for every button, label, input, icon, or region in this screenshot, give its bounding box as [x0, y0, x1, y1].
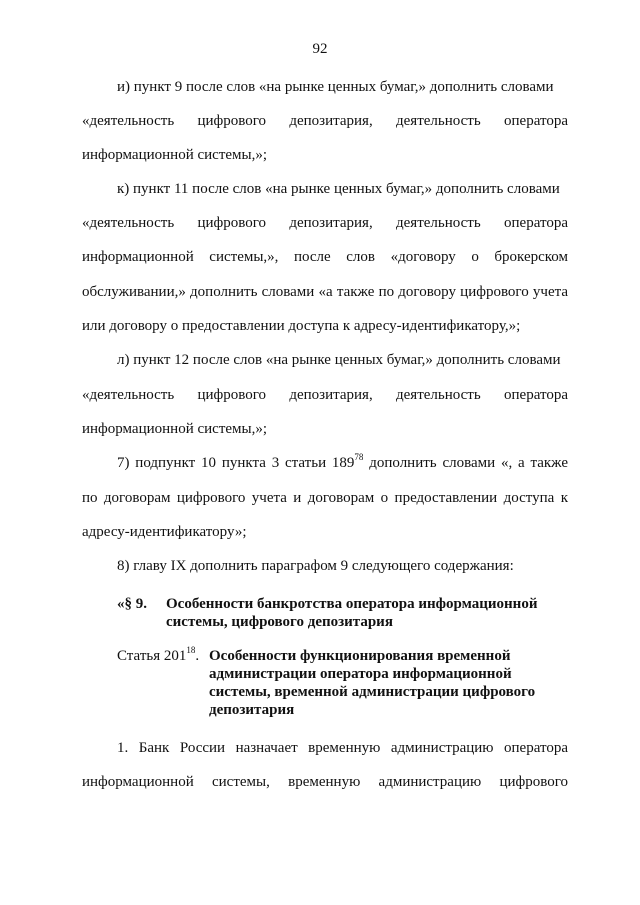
article-title-line-2: администрации оператора информационной	[209, 666, 512, 682]
paragraph-k-line-1: к) пункт 11 после слов «на рынке ценных бумаг,» дополнить словами	[117, 181, 560, 197]
paragraph-1-line-1: 1. Банк России назначает временную администрацию оператора	[117, 740, 568, 756]
paragraph-7-line-1-end: дополнить словами «, а также	[363, 455, 568, 471]
paragraph-7-superscript: 78	[354, 452, 364, 462]
paragraph-l-line-3: информационной системы,»;	[82, 421, 268, 437]
article-label-superscript: 18	[186, 645, 196, 655]
paragraph-k-line-5: или договору о предоставлении доступа к адресу-идентификатору,»;	[82, 318, 521, 334]
paragraph-7-line-1-start: 7) подпункт 10 пункта 3 статьи 189	[117, 455, 355, 471]
article-title-line-3: системы, временной администрации цифрового	[209, 684, 536, 700]
paragraph-1-line-2: информационной системы, временную администрацию цифрового	[82, 774, 568, 790]
section-title-line-2: системы, цифрового депозитария	[166, 614, 393, 630]
paragraph-8-line-1: 8) главу IX дополнить параграфом 9 следующего содержания:	[117, 558, 514, 574]
paragraph-7-line-2: по договорам цифрового учета и договорам о предоставлении доступа к	[82, 490, 568, 506]
paragraph-k-line-4: обслуживании,» дополнить словами «а также по договору цифрового учета	[82, 284, 568, 300]
paragraph-i-line-1: и) пункт 9 после слов «на рынке ценных бумаг,» дополнить словами	[117, 79, 554, 95]
section-title-line-1: Особенности банкротства оператора информационной	[166, 596, 538, 612]
article-label	[117, 645, 200, 665]
section-number: «§ 9.	[117, 596, 147, 612]
paragraph-l-line-2: «деятельность цифрового депозитария, деятельность оператора	[82, 387, 568, 403]
article-title-line-1: Особенности функционирования временной	[209, 648, 511, 664]
paragraph-i-line-2: «деятельность цифрового депозитария, деятельность оператора	[82, 113, 568, 129]
paragraph-l-line-1: л) пункт 12 после слов «на рынке ценных бумаг,» дополнить словами	[117, 352, 561, 368]
paragraph-k-line-2: «деятельность цифрового депозитария, деятельность оператора	[82, 215, 568, 231]
paragraph-i-line-3: информационной системы,»;	[82, 147, 268, 163]
paragraph-7-line-1	[117, 454, 568, 472]
paragraph-7-line-3: адресу-идентификатору»;	[82, 524, 247, 540]
paragraph-k-line-3: информационной системы,», после слов «договору о брокерском	[82, 249, 568, 265]
article-label-dot: .	[195, 648, 200, 664]
article-title-line-4: депозитария	[209, 702, 295, 718]
article-label-text: Статья 201	[117, 648, 187, 664]
page-number: 92	[312, 41, 328, 57]
